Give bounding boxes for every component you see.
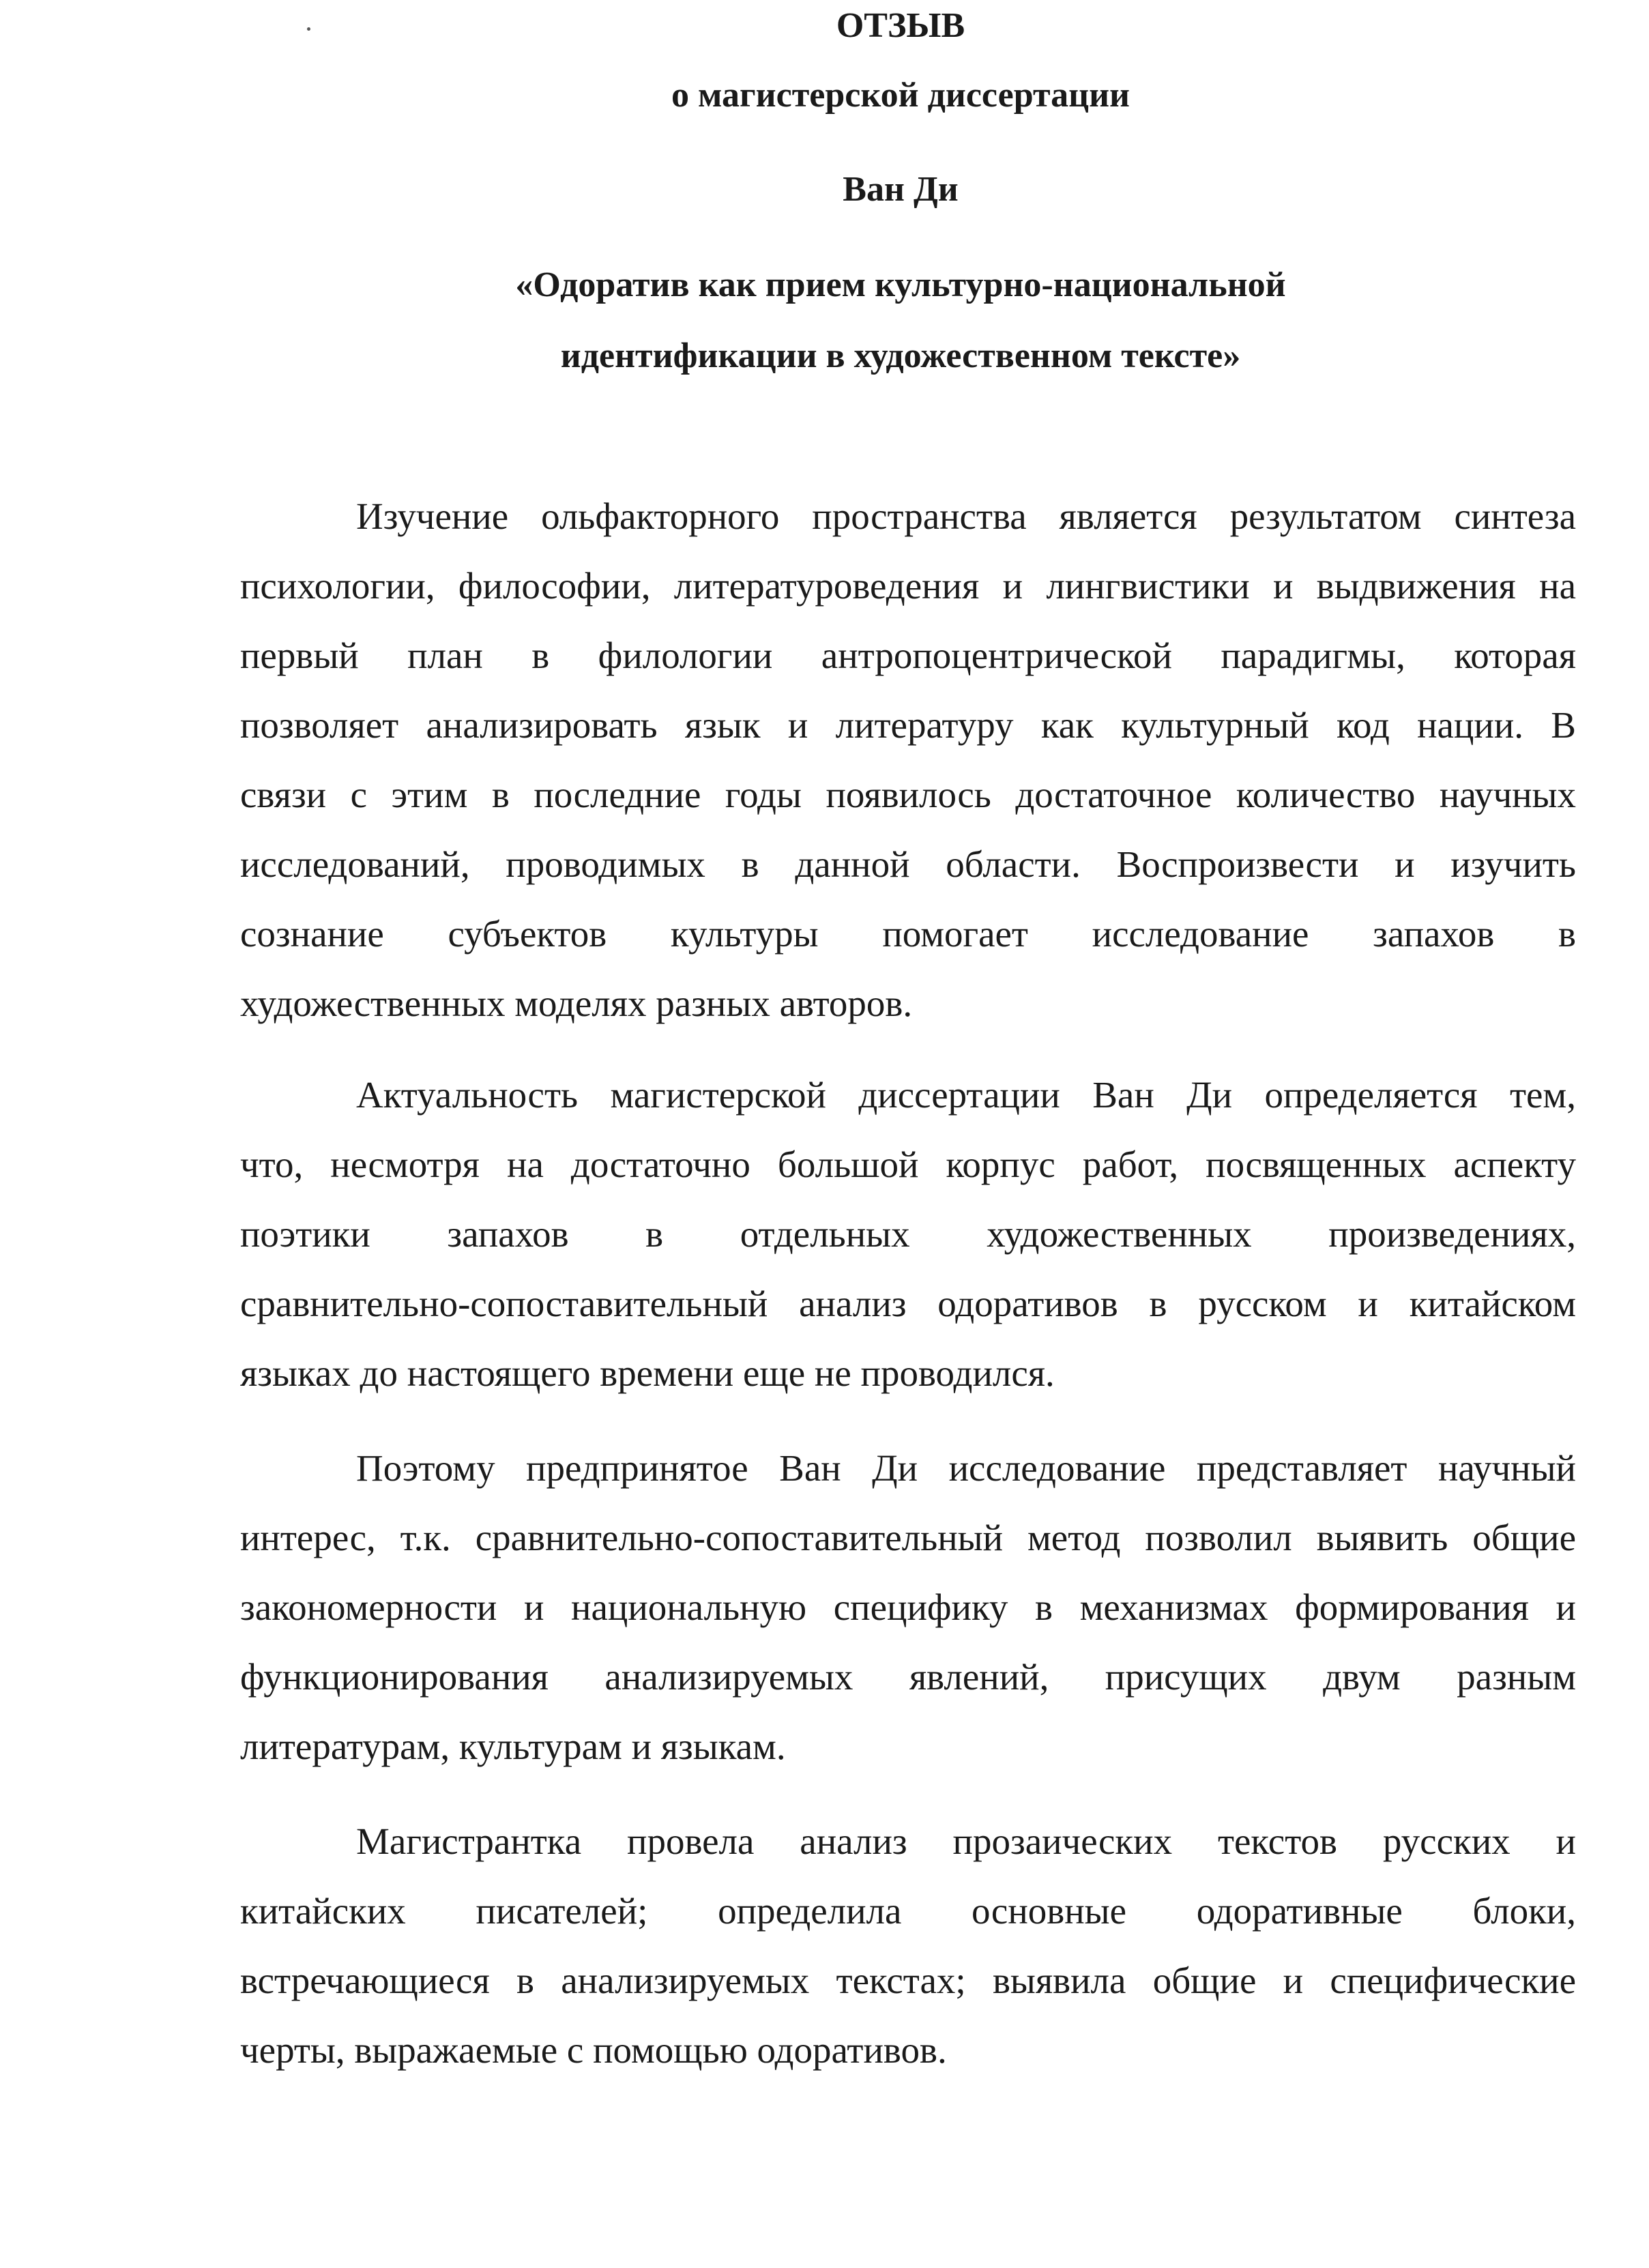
paragraph-line: Поэтому предпринятое Ван Ди исследование представляет научный: [356, 1447, 1576, 1489]
paragraph-line: китайских писателей; определила основные одоративные блоки,: [240, 1890, 1576, 1932]
paragraph-line: связи с этим в последние годы появилось достаточное количество научных: [240, 774, 1576, 815]
paragraph-line: языках до настоящего времени еще не проводился.: [240, 1352, 1055, 1394]
document-subtitle: о магистерской диссертации: [671, 76, 1130, 115]
thesis-title-line-1: «Одоратив как прием культурно-национальной: [515, 265, 1286, 304]
thesis-title-line-2: идентификации в художественном тексте»: [560, 336, 1241, 375]
author-name: Ван Ди: [843, 170, 959, 209]
paragraph-line: сравнительно-сопоставительный анализ одоративов в русском и китайском: [240, 1283, 1576, 1324]
paragraph-line: Магистрантка провела анализ прозаических текстов русских и: [356, 1820, 1576, 1862]
paragraph-line: психологии, философии, литературоведения и лингвистики и выдвижения на: [240, 565, 1576, 607]
paragraph-line: что, несмотря на достаточно большой корпус работ, посвященных аспекту: [240, 1144, 1576, 1185]
paragraph-line: функционирования анализируемых явлений, присущих двум разным: [240, 1656, 1576, 1698]
paragraph-line: первый план в филологии антропоцентрической парадигмы, которая: [240, 635, 1576, 676]
paragraph-line: поэтики запахов в отдельных художественных произведениях,: [240, 1213, 1576, 1255]
paragraph-line: встречающиеся в анализируемых текстах; выявила общие и специфические: [240, 1960, 1576, 2001]
paragraph-line: литературам, культурам и языкам.: [240, 1726, 786, 1767]
paragraph-line: сознание субъектов культуры помогает исследование запахов в: [240, 913, 1576, 955]
paragraph-line: позволяет анализировать язык и литературу как культурный код нации. В: [240, 704, 1576, 746]
paragraph-line: закономерности и национальную специфику в механизмах формирования и: [240, 1586, 1576, 1628]
paragraph-line: черты, выражаемые с помощью одоративов.: [240, 2029, 947, 2071]
document-title: ОТЗЫВ: [836, 6, 965, 45]
paragraph-line: Изучение ольфакторного пространства является результатом синтеза: [356, 495, 1576, 537]
paragraph-line: интерес, т.к. сравнительно-сопоставительный метод позволил выявить общие: [240, 1517, 1576, 1558]
paragraph-line: исследований, проводимых в данной области. Воспроизвести и изучить: [240, 843, 1576, 885]
paragraph-line: художественных моделях разных авторов.: [240, 983, 913, 1024]
paragraph-line: Актуальность магистерской диссертации Ван Ди определяется тем,: [356, 1074, 1576, 1116]
